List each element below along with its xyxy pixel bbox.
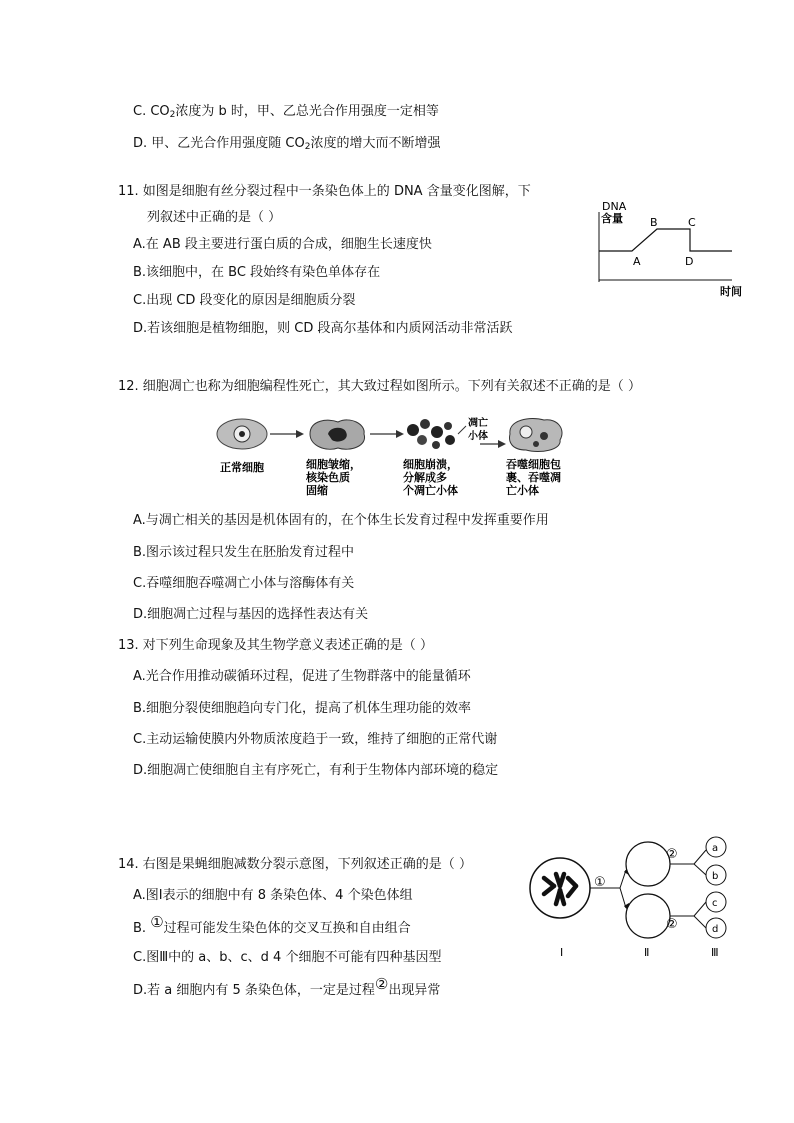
cell-ii-bottom-icon bbox=[626, 894, 670, 938]
meiosis-diagram bbox=[526, 830, 736, 962]
point-b-label: B bbox=[650, 216, 658, 229]
q12-option-a: A.与凋亡相关的基因是机体固有的，在个体生长发育过程中发挥重要作用 bbox=[133, 513, 549, 528]
label-iii: Ⅲ bbox=[711, 946, 719, 959]
q11-option-d: D.若该细胞是植物细胞，则 CD 段高尔基体和内质网活动非常活跃 bbox=[133, 321, 513, 336]
q11-option-c: C.出现 CD 段变化的原因是细胞质分裂 bbox=[133, 293, 356, 308]
apoptosis-diagram bbox=[210, 412, 590, 502]
q11-option-a: A.在 AB 段主要进行蛋白质的合成，细胞生长速度快 bbox=[133, 237, 432, 252]
cell-b-label: b bbox=[712, 871, 719, 882]
caption-collapse-line2: 分解成多 bbox=[403, 471, 447, 484]
q14-option-d: D.若 a 细胞内有 5 条染色体，一定是过程②出现异常 bbox=[133, 975, 441, 998]
step-2-bottom-label: ② bbox=[666, 917, 678, 932]
q14-option-a: A.图Ⅰ表示的细胞中有 8 条染色体、4 个染色体组 bbox=[133, 888, 413, 903]
caption-phagocyte-line2: 裹、吞噬凋 bbox=[506, 471, 561, 484]
y-axis-label-line2: 含量 bbox=[601, 212, 623, 225]
caption-shrink-line2: 核染色质 bbox=[306, 471, 350, 484]
cell-a-label: a bbox=[712, 843, 719, 854]
dna-curve bbox=[599, 229, 732, 251]
q10-option-d: D. 甲、乙光合作用强度随 $CO_2$浓度的增大而不断增强 bbox=[133, 136, 441, 152]
q12-option-d: D.细胞凋亡过程与基因的选择性表达有关 bbox=[133, 607, 369, 622]
q13-option-a: A.光合作用推动碳循环过程，促进了生物群落中的能量循环 bbox=[133, 669, 471, 684]
caption-phagocyte-line1: 吞噬细胞包 bbox=[506, 458, 561, 471]
x-axis-label: 时间 bbox=[720, 285, 742, 298]
caption-shrink-line3: 固缩 bbox=[306, 484, 328, 497]
q11-stem-line2: 列叙述中正确的是（ ） bbox=[147, 210, 282, 225]
apoptotic-body-label-1: 凋亡 bbox=[468, 418, 488, 429]
label-i: Ⅰ bbox=[560, 946, 564, 959]
q14-option-c: C.图Ⅲ中的 a、b、c、d 4 个细胞不可能有四种基因型 bbox=[133, 950, 442, 965]
caption-collapse-line1: 细胞崩溃， bbox=[403, 458, 458, 471]
caption-normal-cell: 正常细胞 bbox=[220, 461, 264, 474]
q13-option-c: C.主动运输使膜内外物质浓度趋于一致，维持了细胞的正常代谢 bbox=[133, 732, 498, 747]
q13-stem: 13. 对下列生命现象及其生物学意义表述正确的是（ ） bbox=[118, 638, 433, 653]
dna-content-chart bbox=[592, 194, 762, 304]
caption-shrink-line1: 细胞皱缩， bbox=[306, 458, 361, 471]
caption-collapse-line3: 个凋亡小体 bbox=[403, 484, 458, 497]
point-c-label: C bbox=[688, 216, 696, 229]
caption-phagocyte-line3: 亡小体 bbox=[506, 484, 539, 497]
q14-stem: 14. 右图是果蝇细胞减数分裂示意图，下列叙述正确的是（ ） bbox=[118, 857, 472, 872]
cell-ii-top-icon bbox=[626, 842, 670, 886]
apoptotic-bodies-icon bbox=[407, 419, 455, 449]
step-2-top-label: ② bbox=[666, 847, 678, 862]
q10-option-c: C. $CO_2$浓度为 b 时，甲、乙总光合作用强度一定相等 bbox=[133, 104, 439, 120]
cell-d-label: d bbox=[712, 924, 719, 935]
q13-option-d: D.细胞凋亡使细胞自主有序死亡，有利于生物体内部环境的稳定 bbox=[133, 763, 499, 778]
label-ii: Ⅱ bbox=[644, 946, 650, 959]
q12-stem: 12. 细胞凋亡也称为细胞编程性死亡，其大致过程如图所示。下列有关叙述不正确的是（ ） bbox=[118, 379, 641, 394]
q14-option-b: B. ①过程可能发生染色体的交叉互换和自由组合 bbox=[133, 913, 411, 936]
cell-c-label: c bbox=[712, 898, 718, 909]
point-a-label: A bbox=[633, 255, 641, 268]
y-axis-label-line1: DNA bbox=[602, 200, 627, 213]
q12-option-b: B.图示该过程只发生在胚胎发育过程中 bbox=[133, 545, 355, 560]
q11-stem-line1: 11. 如图是细胞有丝分裂过程中一条染色体上的 DNA 含量变化图解，下 bbox=[118, 184, 531, 199]
q11-option-b: B.该细胞中，在 BC 段始终有染色单体存在 bbox=[133, 265, 381, 280]
q12-option-c: C.吞噬细胞吞噬凋亡小体与溶酶体有关 bbox=[133, 576, 355, 591]
q13-option-b: B.细胞分裂使细胞趋向专门化，提高了机体生理功能的效率 bbox=[133, 701, 472, 716]
step-1-label: ① bbox=[594, 875, 606, 890]
point-d-label: D bbox=[685, 255, 694, 268]
apoptotic-body-label-2: 小体 bbox=[468, 431, 488, 442]
